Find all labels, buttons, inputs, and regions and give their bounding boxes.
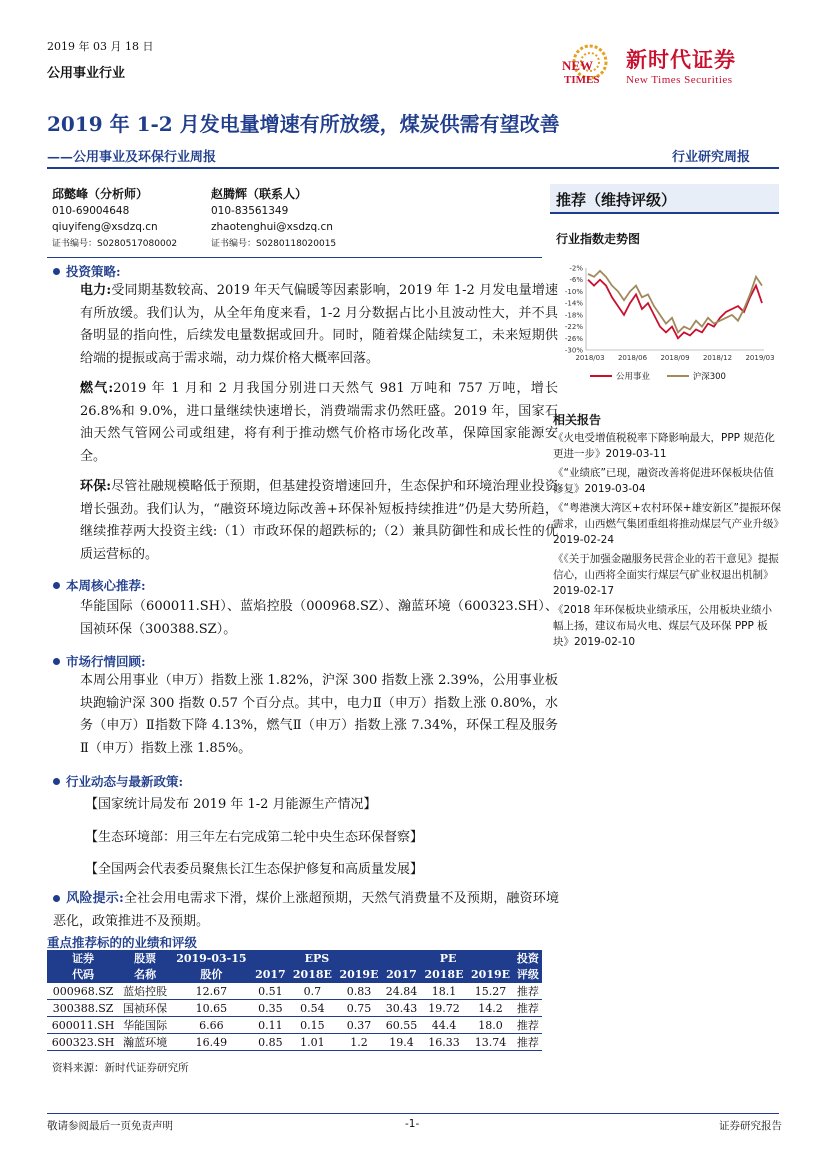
legend-swatch-icon [590, 375, 612, 377]
x-tick-label: 2018/09 [660, 354, 690, 362]
analyst-name: 赵腾辉（联系人） [211, 187, 308, 201]
table-cell: 推荐 [514, 1034, 542, 1051]
analyst-card-1 [52, 186, 177, 252]
footer-divider [47, 1113, 779, 1114]
rating-label: 推荐（维持评级） [556, 191, 677, 209]
legend-item-hs300: 沪深300 [667, 370, 726, 382]
core-picks-text: 华能国际（600011.SH）、蓝焰控股（000968.SZ）、瀚蓝环境（600323.SH）、国祯环保（300388.SZ）。 [80, 599, 558, 637]
x-tick-label: 2018/12 [702, 354, 733, 362]
report-title: 2019 年 1-2 月发电量增速有所放缓，煤炭供需有望改善 [47, 112, 560, 136]
industry-index-chart [550, 258, 779, 384]
table-cell: 600011.SH [47, 1017, 119, 1034]
table-cell: 推荐 [514, 1000, 542, 1017]
table-header: 投资 [514, 950, 542, 966]
table-row [47, 1017, 542, 1034]
analyst-cert: 证书编号：S0280517080002 [52, 239, 178, 249]
y-tick-label: -10% [564, 287, 583, 296]
table-cell: 0.85 [252, 1034, 289, 1051]
table-subheader: 代码 [47, 966, 119, 983]
trend-chart-title: 行业指数走势图 [556, 232, 641, 246]
table-cell: 12.67 [171, 983, 252, 1000]
recommendation-table [47, 950, 542, 1051]
table-cell: 1.2 [336, 1034, 383, 1051]
x-tick-label: 2018/03 [575, 354, 605, 362]
table-cell: 0.54 [289, 1000, 336, 1017]
svg-text:TIMES: TIMES [564, 74, 600, 86]
table-cell: 瀚蓝环境 [119, 1034, 171, 1051]
related-report-link[interactable]: 《2018 年环保板块业绩承压，公用板块业绩小幅上扬，建议布局火电、煤层气及环保 PPP 板块》2019-02-10 [553, 604, 773, 648]
bullet-icon [53, 658, 60, 665]
analyst-phone: 010-69004648 [52, 205, 130, 217]
related-report-link[interactable]: 《《关于加强金融服务民营企业的若干意见》提振信心，山西将全面实行煤层气矿业权退出机制》2019-02-17 [553, 553, 779, 597]
gas-paragraph: 燃气:2019 年 1 月和 2 月我国分别进口天然气 981 万吨和 757 万吨，增长 26.8%和 9.0%，进口量继续快速增长，消费端需求仍然旺盛。2019 年，国家石油天然气管网公司或组建，将有利于推动燃气价格市场化改革，保障国家能源安全。 [80, 381, 558, 464]
table-cell: 16.49 [171, 1034, 252, 1051]
news-item: 【国家统计局发布 2019 年 1-2 月能源生产情况】 [85, 797, 377, 812]
table-cell: 18.1 [421, 983, 468, 1000]
section-policy: 行业动态与最新政策: [53, 772, 183, 790]
y-tick-label: -30% [564, 346, 583, 355]
new-times-logo-icon [558, 40, 616, 92]
header-divider [47, 167, 779, 169]
bullet-icon [53, 268, 60, 275]
page-number: -1- [405, 1118, 420, 1130]
table-cell: 24.84 [382, 983, 420, 1000]
table-cell: 0.11 [252, 1017, 289, 1034]
table-cell: 60.55 [382, 1017, 420, 1034]
analyst-cert: 证书编号：S0280118020015 [211, 239, 337, 249]
bullet-icon [53, 895, 60, 902]
company-logo [558, 40, 788, 92]
related-report-link[interactable]: 《“业绩底”已现，融资改善将促进环保板块估值修复》2019-03-04 [553, 467, 774, 495]
y-tick-label: -18% [564, 311, 583, 320]
svg-text:NEW: NEW [562, 58, 594, 73]
table-row [47, 1000, 542, 1017]
table-title: 重点推荐标的的业绩和评级 [47, 935, 198, 950]
table-subheader: 2017 [252, 966, 289, 983]
table-cell: 国祯环保 [119, 1000, 171, 1017]
news-item: 【全国两会代表委员聚焦长江生态保护修复和高质量发展】 [85, 862, 424, 877]
analyst-email[interactable]: qiuyifeng@xsdzq.cn [52, 221, 158, 233]
section-invest-strategy: 投资策略: [53, 262, 121, 280]
chart-legend [590, 370, 740, 382]
analyst-divider [47, 257, 542, 258]
table-cell: 推荐 [514, 983, 542, 1000]
table-cell: 华能国际 [119, 1017, 171, 1034]
table-cell: 13.74 [467, 1034, 514, 1051]
table-row [47, 983, 542, 1000]
table-cell: 15.27 [467, 983, 514, 1000]
bullet-icon [53, 778, 60, 785]
table-cell: 0.15 [289, 1017, 336, 1034]
news-item: 【生态环境部：用三年左右完成第二轮中央生态环保督察】 [85, 830, 424, 845]
related-reports-list [553, 430, 781, 653]
logo-english-name: New Times Securities [626, 74, 733, 86]
table-subheader: 2018E [289, 966, 336, 983]
table-cell: 10.65 [171, 1000, 252, 1017]
logo-chinese-name: 新时代证券 [626, 48, 736, 72]
table-cell: 0.51 [252, 983, 289, 1000]
power-paragraph: 电力:受同期基数较高、2019 年天气偏暖等因素影响，2019 年 1-2 月发电量增速有所放缓。我们认为，从全年角度来看，1-2 月分数据占比小且波动性大，并不具备明显的指向性，后续发电量数据或回升。同时，随着煤企陆续复工，未来短期供给端的提振或高于需求端，动力煤价格大概率回落。 [80, 283, 558, 366]
table-subheader: 名称 [119, 966, 171, 983]
analyst-phone: 010-83561349 [211, 205, 289, 217]
table-cell: 14.2 [467, 1000, 514, 1017]
table-cell: 44.4 [421, 1017, 468, 1034]
industry-label: 公用事业行业 [47, 66, 126, 81]
legend-item-utilities: 公用事业 [590, 370, 650, 382]
table-subheader: 2019E [336, 966, 383, 983]
table-header: EPS [252, 950, 383, 966]
related-report-link[interactable]: 《火电受增值税税率下降影响最大，PPP 规范化更进一步》2019-03-11 [553, 432, 775, 460]
y-tick-label: -14% [564, 299, 583, 308]
related-report-link[interactable]: 《“粤港澳大湾区+农村环保+雄安新区”提振环保需求，山西燃气集团重组将推动煤层气产业升级》2019-02-24 [553, 502, 781, 546]
footer-disclaimer: 敬请参阅最后一页免责声明 [47, 1120, 173, 1132]
table-cell: 推荐 [514, 1017, 542, 1034]
analyst-card-2 [211, 186, 336, 252]
table-cell: 蓝焰控股 [119, 983, 171, 1000]
table-cell: 600323.SH [47, 1034, 119, 1051]
section-core-picks: 本周核心推荐: [53, 576, 146, 594]
report-subtitle: ——公用事业及环保行业周报 [47, 150, 217, 165]
x-tick-label: 2018/06 [617, 354, 648, 362]
table-cell: 6.66 [171, 1017, 252, 1034]
table-source: 资料来源：新时代证券研究所 [52, 1062, 189, 1074]
table-row [47, 1034, 542, 1051]
table-header: 股票 [119, 950, 171, 966]
footer-report-type: 证券研究报告 [719, 1120, 782, 1132]
table-cell: 19.72 [421, 1000, 468, 1017]
legend-swatch-icon [667, 375, 689, 377]
table-cell: 16.33 [421, 1034, 468, 1051]
table-cell: 0.75 [336, 1000, 383, 1017]
env-paragraph: 环保:尽管社融规模略低于预期，但基建投资增速回升，生态保护和环境治理业投资增长强劲。我们认为，“融资环境边际改善+环保补短板持续推进”仍是大势所趋，继续推荐两大投资主线:（1）市政环保的超跌标的;（2）兼具防御性和成长性的优质运营标的。 [80, 479, 558, 562]
table-header: 证券 [47, 950, 119, 966]
related-reports-title: 相关报告 [553, 413, 602, 427]
analyst-name: 邱懿峰（分析师） [52, 187, 149, 201]
table-header: 2019-03-15 [171, 950, 252, 966]
section-market-review: 市场行情回顾: [53, 652, 146, 670]
table-subheader: 2017 [382, 966, 420, 983]
x-tick-label: 2019/03 [745, 354, 775, 362]
table-cell: 0.35 [252, 1000, 289, 1017]
table-cell: 300388.SZ [47, 1000, 119, 1017]
table-cell: 000968.SZ [47, 983, 119, 1000]
table-cell: 19.4 [382, 1034, 420, 1051]
y-tick-label: -26% [564, 334, 583, 343]
bullet-icon [53, 582, 60, 589]
table-subheader: 2018E [421, 966, 468, 983]
y-tick-label: -2% [569, 264, 583, 273]
table-cell: 18.0 [467, 1017, 514, 1034]
analyst-email[interactable]: zhaotenghui@xsdzq.cn [211, 221, 333, 233]
table-cell: 30.43 [382, 1000, 420, 1017]
table-cell: 0.7 [289, 983, 336, 1000]
table-header: PE [382, 950, 514, 966]
table-cell: 0.37 [336, 1017, 383, 1034]
table-cell: 1.01 [289, 1034, 336, 1051]
report-type: 行业研究周报 [672, 150, 751, 165]
table-subheader: 2019E [467, 966, 514, 983]
table-subheader: 评级 [514, 966, 542, 983]
y-tick-label: -6% [569, 276, 583, 285]
table-cell: 0.83 [336, 983, 383, 1000]
report-date: 2019 年 03 月 18 日 [47, 40, 154, 53]
table-subheader: 股价 [171, 966, 252, 983]
y-tick-label: -22% [564, 323, 583, 332]
risk-paragraph: 风险提示:全社会用电需求下滑，煤价上涨超预期，天然气消费量不及预期，融资环境恶化，政策推进不及预期。 [53, 891, 559, 929]
market-review-text: 本周公用事业（申万）指数上涨 1.82%，沪深 300 指数上涨 2.39%，公用事业板块跑输沪深 300 指数 0.57 个百分点。其中，电力Ⅱ（申万）指数上涨 0.80%，水务（申万）Ⅱ指数下降 4.13%，燃气Ⅱ（申万）指数上涨 7.34%，环保工程及服务Ⅱ（申万）指数上涨 1.85%。 [80, 673, 558, 756]
